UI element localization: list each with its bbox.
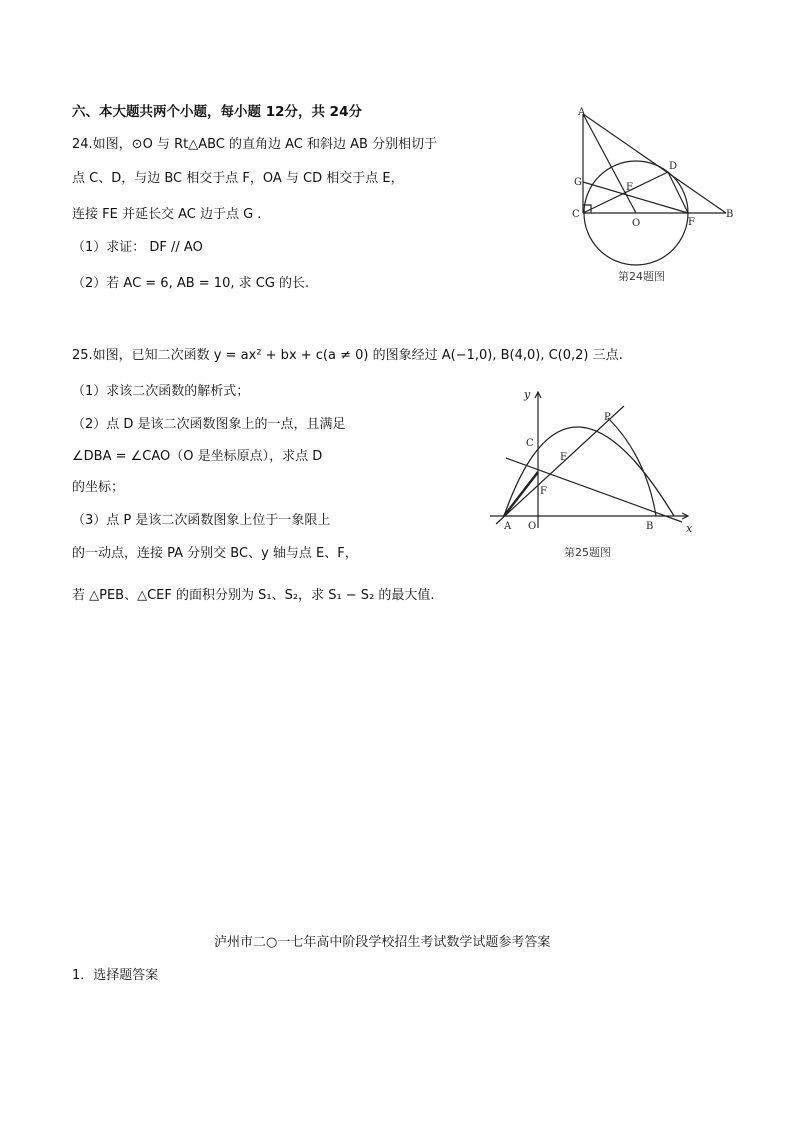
q24-line1: 24.如图，⊙O 与 Rt△ABC 的直角边 AC 和斜边 AB 分别相切于 <box>72 137 438 152</box>
q24-part1: （1）求证： DF // AO <box>72 240 203 255</box>
q24-label-A: A <box>578 107 586 118</box>
q24-label-E: E <box>626 182 634 193</box>
q24-label-G: G <box>574 177 582 188</box>
q24-label-O: O <box>632 218 641 229</box>
section-heading: 六、本大题共两个小题，每小题 12分，共 24分 <box>72 104 362 120</box>
q25-part2a: （2）点 D 是该二次函数图象上的一点，且满足 <box>72 417 346 432</box>
q25-label-F: F <box>540 486 547 497</box>
q25-figure <box>486 386 696 566</box>
q25-line1: 25.如图，已知二次函数 y = ax² + bx + c(a ≠ 0) 的图象经过 A(−1,0), B(4,0), C(0,2) 三点. <box>72 348 623 363</box>
q24-label-B: B <box>726 209 734 220</box>
q25-label-B: B <box>646 521 654 532</box>
q25-caption: 第25题图 <box>564 546 611 559</box>
q25-label-O: O <box>528 521 537 532</box>
q25-part1: （1）求该二次函数的解析式； <box>72 384 250 399</box>
q24-label-C: C <box>572 209 580 220</box>
answers-title: 泸州市二○一七年高中阶段学校招生考试数学试题参考答案 <box>214 935 551 950</box>
q24-label-D: D <box>669 161 678 172</box>
q25-part2b: ∠DBA = ∠CAO（O 是坐标原点），求点 D <box>72 449 323 464</box>
q25-part2c: 的坐标； <box>72 480 125 495</box>
q25-label-y: y <box>524 388 531 401</box>
q24-line3: 连接 FE 并延长交 AC 边于点 G . <box>72 207 262 222</box>
q25-label-x: x <box>686 522 693 535</box>
q24-part2: （2）若 AC = 6, AB = 10, 求 CG 的长. <box>72 276 310 291</box>
q25-label-A: A <box>504 521 512 532</box>
q25-part3a: （3）点 P 是该二次函数图象上位于一象限上 <box>72 513 331 528</box>
q24-line2: 点 C、D，与边 BC 相交于点 F，OA 与 CD 相交于点 E， <box>72 171 404 186</box>
q25-label-E: E <box>560 452 568 463</box>
q25-label-P: P <box>604 412 611 423</box>
q25-part3b: 的一动点，连接 PA 分别交 BC、y 轴与点 E、F， <box>72 546 358 561</box>
q25-part3c: 若 △PEB、△CEF 的面积分别为 S₁、S₂，求 S₁ − S₂ 的最大值. <box>72 588 435 603</box>
q24-caption: 第24题图 <box>618 270 665 283</box>
q24-figure <box>566 106 736 292</box>
q24-label-F: F <box>688 217 695 228</box>
answers-item1: 1．选择题答案 <box>72 968 159 983</box>
q25-label-C: C <box>526 438 534 449</box>
